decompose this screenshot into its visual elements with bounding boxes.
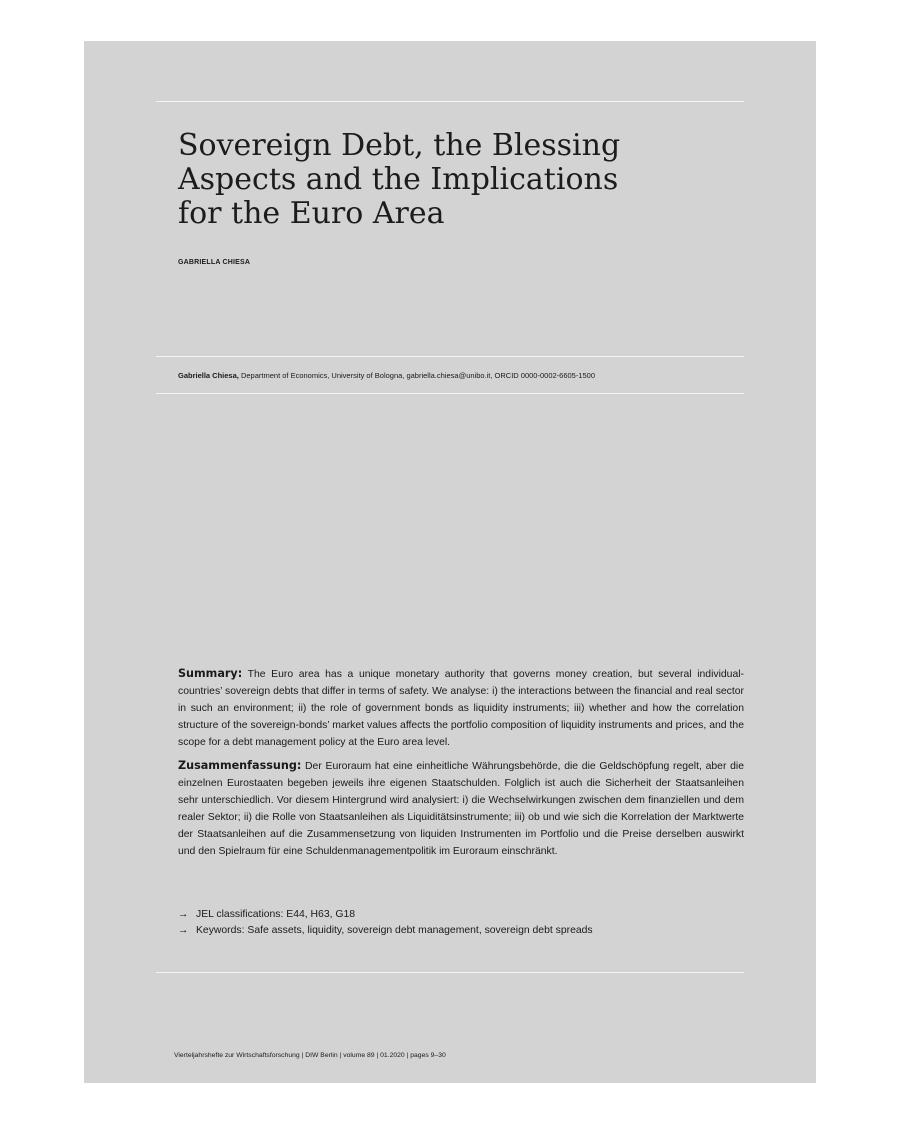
zusammenfassung-text: Der Euroraum hat eine einheitliche Währungsbehörde, die die Geldschöpfung regelt, aber die einzelnen Eurostaaten begeben jeweils ihre eigenen Staatschulden. Folglich ist auch die Sicherheit der Staatsanleihen sehr unterschiedlich. Vor diesem Hintergrund wird analysiert: i) die Wechselwirkungen zwischen dem finanziellen und dem realer Sektor; ii) die Rolle von Staatsanleihen als Liquiditätsinstrumente; iii) ob und wie sich die Korrelation der Marktwerte der Staatsanleihen auf die Zusammensetzung von liquiden Instrumenten im Portfolio und die Preise derselben auswirkt und den Spielraum für eine Schuldenmanagementpolitik im Euroraum einschränkt. [178,761,745,857]
keywords-item [178,923,744,939]
top-rule [156,101,744,102]
title-line-1: Sovereign Debt, the Blessing [178,128,621,163]
title-line-3: for the Euro Area [178,196,445,231]
author-affiliation [178,371,738,381]
summary-label: Summary: [178,667,243,680]
author-name: GABRIELLA CHIESA [178,259,251,266]
summary-paragraph [178,665,744,751]
journal-footer: Vierteljahrshefte zur Wirtschaftsforschung | DIW Berlin | volume 89 | 01.2020 | pages 9–30 [174,1052,446,1059]
affiliation-name: Gabriella Chiesa, [178,371,239,380]
affiliation-bottom-rule [156,393,744,394]
affiliation-top-rule [156,356,744,357]
title-line-2: Aspects and the Implications [178,162,619,197]
affiliation-details: Department of Economics, University of Bologna, gabriella.chiesa@unibo.it, ORCID 0000-0002-6605-1500 [240,371,596,380]
keywords: Keywords: Safe assets, liquidity, sovereign debt management, sovereign debt spreads [196,925,593,936]
zusammenfassung-label: Zusammenfassung: [178,759,302,772]
jel-item [178,907,744,923]
summary-text: The Euro area has a unique monetary authority that governs money creation, but several individual-countries’ sovereign debts that differ in terms of safety. We analyse: i) the interactions between the financial and real sector in such an environment; ii) the role of government bonds as liquidity instruments; iii) whether and how the correlation structure of the sovereign-bonds’ market values affects the portfolio composition of liquidity instruments and prices, and the scope for a debt management policy at the Euro area level. [178,669,745,748]
paper-title [178,129,698,231]
abstract [178,665,744,866]
bottom-rule [156,972,744,973]
paper-page [84,41,816,1083]
arrow-right-icon: → [178,909,189,920]
zusammenfassung-paragraph [178,757,744,860]
arrow-right-icon: → [178,925,189,936]
jel-classifications: JEL classifications: E44, H63, G18 [196,909,356,920]
classification-list [178,907,744,939]
